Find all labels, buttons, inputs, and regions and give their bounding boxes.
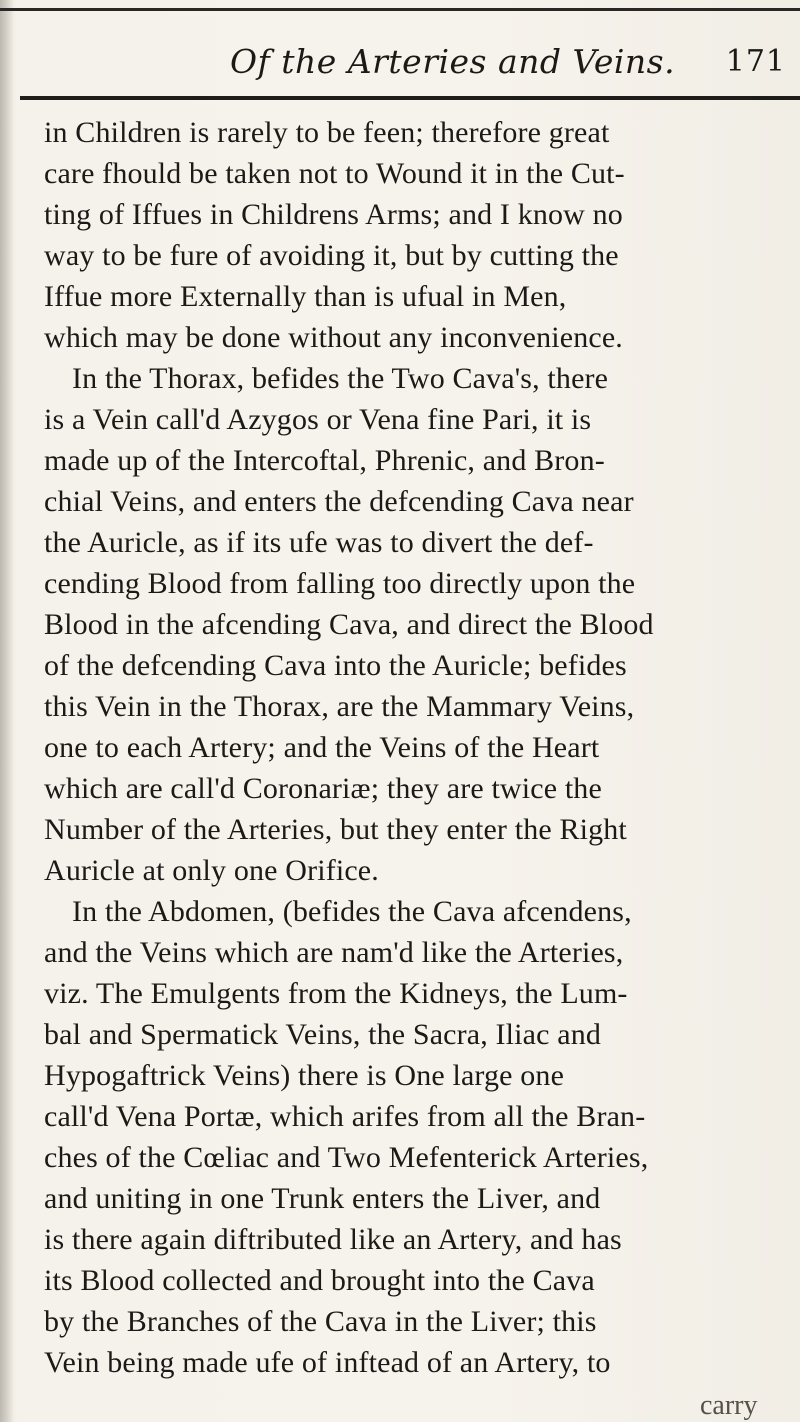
text-line: and the Veins which are nam'd like the Arteries,	[44, 936, 624, 969]
text-line: its Blood collected and brought into the Cava	[44, 1264, 595, 1297]
text-line: is there again diftributed like an Artery, and has	[44, 1223, 622, 1256]
text-line: this Vein in the Thorax, are the Mammary Veins,	[44, 690, 635, 723]
text-line: the Auricle, as if its ufe was to divert the def-	[44, 526, 594, 559]
gutter-shadow	[0, 0, 14, 1422]
text-line: is a Vein call'd Azygos or Vena fine Pari, it is	[44, 403, 592, 436]
text-line: by the Branches of the Cava in the Liver; this	[44, 1305, 597, 1338]
text-line: In the Thorax, befides the Two Cava's, there	[72, 362, 609, 395]
text-line: Vein being made ufe of inftead of an Artery, to	[44, 1346, 611, 1379]
text-line: made up of the Intercoftal, Phrenic, and Bron-	[44, 444, 605, 477]
text-line: ches of the Cœliac and Two Mefenterick Arteries,	[44, 1141, 649, 1174]
text-line: Auricle at only one Orifice.	[44, 854, 379, 887]
text-line: one to each Artery; and the Veins of the Heart	[44, 731, 600, 764]
text-line: which may be done without any inconvenience.	[44, 321, 623, 354]
running-head	[0, 30, 800, 90]
text-line: way to be fure of avoiding it, but by cutting the	[44, 239, 619, 272]
text-line: Number of the Arteries, but they enter the Right	[44, 813, 627, 846]
text-line: Blood in the afcending Cava, and direct the Blood	[44, 608, 654, 641]
text-line: in Children is rarely to be feen; therefore great	[44, 116, 610, 149]
text-line: cending Blood from falling too directly upon the	[44, 567, 636, 600]
text-line: and uniting in one Trunk enters the Liver, and	[44, 1182, 601, 1215]
text-line: call'd Vena Portæ, which arifes from all the Bran-	[44, 1100, 646, 1133]
text-line: Iffue more Externally than is ufual in Men,	[44, 280, 567, 313]
header-rule	[20, 96, 800, 100]
text-line: care fhould be taken not to Wound it in the Cut-	[44, 157, 625, 190]
text-line: bal and Spermatick Veins, the Sacra, Iliac and	[44, 1018, 601, 1051]
catchword: carry	[700, 1390, 758, 1421]
text-line: viz. The Emulgents from the Kidneys, the Lum-	[44, 977, 628, 1010]
text-line: Hypogaftrick Veins) there is One large one	[44, 1059, 565, 1092]
text-line: of the defcending Cava into the Auricle; befides	[44, 649, 627, 682]
text-line: In the Abdomen, (befides the Cava afcendens,	[72, 895, 632, 928]
text-line: chial Veins, and enters the defcending Cava near	[44, 485, 634, 518]
top-border-rule	[0, 8, 800, 11]
text-line: which are call'd Coronariæ; they are twice the	[44, 772, 602, 805]
page-number: 171	[725, 44, 786, 79]
running-head-title: Of the Arteries and Veins.	[230, 42, 676, 81]
text-line: ting of Iffues in Childrens Arms; and I know no	[44, 198, 623, 231]
